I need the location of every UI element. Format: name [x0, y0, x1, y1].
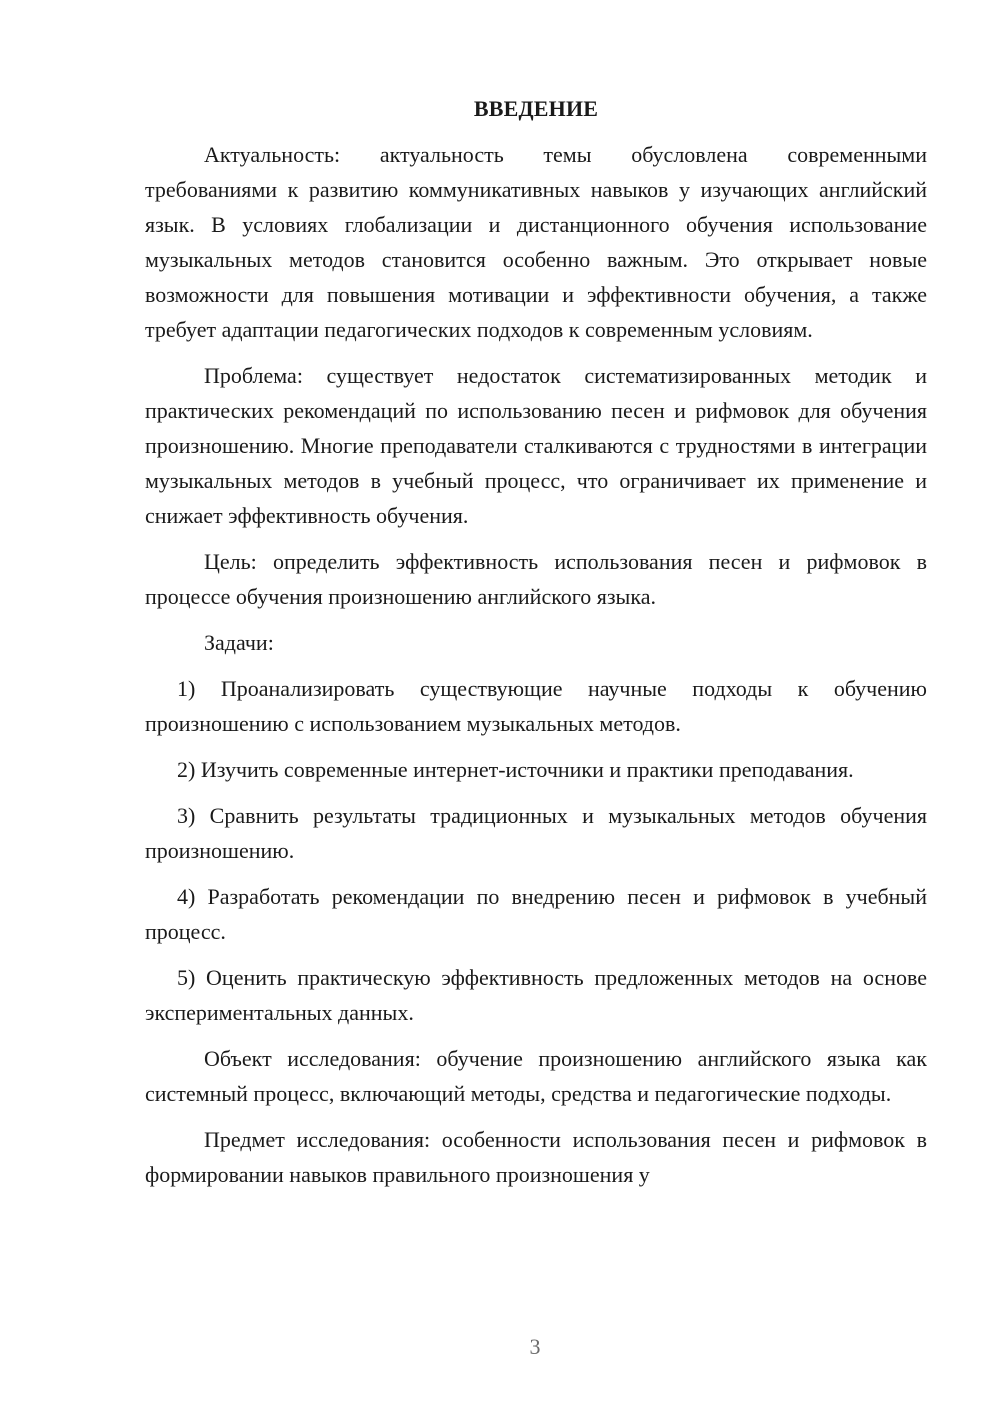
paragraph-goal: Цель: определить эффективность использования песен и рифмовок в процессе обучения произношению английского языка. — [145, 549, 927, 609]
document-page — [145, 95, 927, 1192]
task-item-2: 2) Изучить современные интернет-источники и практики преподавания. — [177, 757, 854, 782]
paragraph-object: Объект исследования: обучение произношению английского языка как системный процесс, включающий методы, средства и педагогические подходы. — [145, 1046, 927, 1106]
task-item-4: 4) Разработать рекомендации по внедрению песен и рифмовок в учебный процесс. — [145, 884, 927, 944]
section-title: ВВЕДЕНИЕ — [473, 96, 599, 121]
task-item-1: 1) Проанализировать существующие научные подходы к обучению произношению с использованием музыкальных методов. — [145, 676, 927, 736]
task-item-3: 3) Сравнить результаты традиционных и музыкальных методов обучения произношению. — [145, 803, 927, 863]
paragraph-problem: Проблема: существует недостаток систематизированных методик и практических рекомендаций по использованию песен и рифмовок для обучения произношению. Многие преподаватели сталкиваются с трудностями в интеграции музыкальных методов в учебный процесс, что ограничивает их применение и снижает эффективность обучения. — [145, 363, 927, 528]
task-item-5: 5) Оценить практическую эффективность предложенных методов на основе экспериментальных данных. — [145, 965, 927, 1025]
tasks-heading: Задачи: — [204, 630, 274, 655]
paragraph-subject: Предмет исследования: особенности использования песен и рифмовок в формировании навыков правильного произношения у — [145, 1127, 927, 1187]
paragraph-relevance: Актуальность: актуальность темы обусловлена современными требованиями к развитию коммуникативных навыков у изучающих английский язык. В условиях глобализации и дистанционного обучения использование музыкальных методов становится особенно важным. Это открывает новые возможности для повышения мотивации и эффективности обучения, а также требует адаптации педагогических подходов к современным условиям. — [145, 142, 927, 342]
page-number: 3 — [529, 1334, 541, 1359]
